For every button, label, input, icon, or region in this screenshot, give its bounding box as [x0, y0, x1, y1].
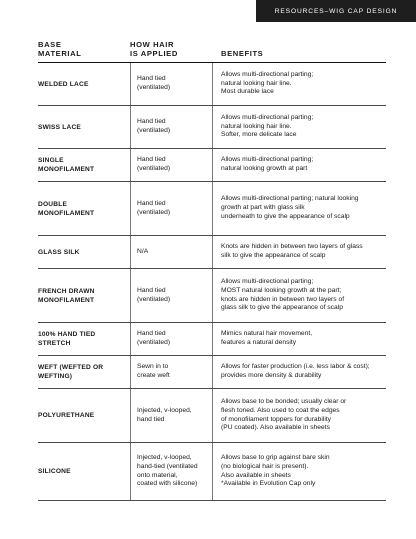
application-cell-line: coated with silicone): [137, 480, 198, 488]
table-header: [38, 40, 386, 63]
header-line: HOW HAIR: [130, 40, 175, 49]
base-material-cell: [38, 389, 130, 442]
benefits-cell-line: natural looking hair line.: [221, 122, 292, 130]
benefits-cell-line: Most durable lace: [221, 88, 274, 96]
base-material-cell-line: POLYURETHANE: [38, 412, 95, 419]
benefits-cell-line: provides more density & durability: [221, 372, 322, 379]
application-cell-line: (ventilated): [137, 127, 171, 134]
benefits-cell-line: Allows multi-directional parting;: [221, 70, 314, 78]
application-cell-line: Hand tied: [137, 118, 166, 126]
table-row: [38, 356, 386, 389]
application-cell-line: onto material,: [137, 471, 178, 479]
table-row: [38, 269, 386, 323]
benefits-cell: [221, 106, 386, 148]
base-material-cell: [38, 236, 130, 268]
benefits-cell: [221, 236, 386, 268]
application-cell-line: Hand tied: [137, 330, 166, 338]
section-banner: [256, 0, 416, 22]
benefits-cell-line: silk to give the appearance of scalp: [221, 252, 326, 259]
benefits-cell-line: Allows multi-directional parting;: [221, 113, 314, 121]
base-material-cell: [38, 182, 130, 235]
benefits-cell-line: natural looking hair line.: [221, 79, 292, 87]
benefits-cell-line: glass silk to give the appearance of scalp: [221, 304, 343, 312]
benefits-cell: [221, 269, 386, 322]
benefits-cell-line: Allows multi-directional parting;: [221, 156, 314, 164]
header-line: IS APPLIED: [130, 49, 178, 58]
application-cell-line: Sewn in to: [137, 363, 169, 371]
application-cell-line: Hand tied: [137, 156, 166, 164]
benefits-cell: [221, 389, 386, 442]
base-material-cell: [38, 63, 130, 105]
benefits-cell-line: MOST natural looking growth at the part;: [221, 286, 342, 294]
application-cell: [130, 389, 213, 442]
application-cell: [130, 269, 213, 322]
benefits-cell-line: Mimics natural hair movement,: [221, 330, 313, 338]
base-material-cell: [38, 443, 130, 500]
benefits-cell: [221, 63, 386, 105]
header-line: BASE: [38, 40, 62, 49]
benefits-cell: [221, 182, 386, 235]
table-row: [38, 63, 386, 106]
benefits-cell-line: growth at part with glass silk: [221, 204, 305, 212]
base-material-cell-line: DOUBLE: [38, 200, 68, 208]
base-material-cell-line: WEFT (WEFTED OR: [38, 364, 104, 371]
table-row: [38, 149, 386, 182]
application-cell-line: (ventilated): [137, 208, 171, 216]
application-cell-line: Hand tied: [137, 75, 166, 83]
benefits-cell-line: natural looking growth at part: [221, 165, 308, 172]
benefits-cell-line: knots are hidden in between two layers of: [221, 295, 345, 303]
application-cell-line: hand-tied (ventilated: [137, 462, 198, 470]
application-cell: [130, 149, 213, 181]
benefits-cell-line: Allows base to be bonded; usually clear or: [221, 397, 347, 405]
application-cell: [130, 443, 213, 500]
benefits-cell-line: Allows multi-directional parting; natural looking: [221, 195, 359, 203]
benefits-cell-line: (no biological hair is present).: [221, 462, 309, 470]
table-row: [38, 236, 386, 269]
application-cell: [130, 106, 213, 148]
benefits-cell-line: underneath to give the appearance of scalp: [221, 212, 350, 220]
benefits-cell-line: *Available in Evolution Cap only: [221, 480, 316, 488]
table-row: [38, 323, 386, 356]
benefits-cell-line: Allows multi-directional parting;: [221, 277, 314, 285]
base-material-cell: [38, 149, 130, 181]
benefits-cell: [221, 323, 386, 355]
base-material-cell-line: SWISS LACE: [38, 123, 82, 131]
benefits-cell-line: Knots are hidden in between two layers of glass: [221, 243, 363, 251]
application-cell: [130, 63, 213, 105]
application-cell-line: hand tied: [137, 415, 165, 423]
base-material-cell: [38, 323, 130, 355]
application-cell-line: (ventilated): [137, 339, 171, 346]
wig-cap-design-table: [38, 40, 386, 501]
table-row: [38, 106, 386, 149]
table-row: [38, 389, 386, 443]
benefits-cell: [221, 443, 386, 500]
header-base-material: [38, 40, 130, 62]
base-material-cell-line: FRENCH DRAWN: [38, 287, 95, 295]
benefits-cell-line: Allows for faster production (i.e. less labor & cost);: [221, 363, 370, 371]
base-material-cell: [38, 269, 130, 322]
base-material-cell: [38, 356, 130, 388]
base-material-cell-line: WEFTING): [38, 373, 73, 380]
header-benefits: [221, 40, 386, 62]
base-material-cell-line: SILICONE: [38, 468, 71, 475]
base-material-cell-line: STRETCH: [38, 340, 71, 347]
application-cell-line: create weft: [137, 372, 170, 379]
base-material-cell-line: GLASS SILK: [38, 248, 80, 256]
application-cell-line: Injected, v-looped,: [137, 406, 192, 414]
benefits-cell: [221, 149, 386, 181]
benefits-cell-line: Softer, more delicate lace: [221, 131, 297, 139]
base-material-cell-line: MONOFILAMENT: [38, 166, 95, 173]
header-how-hair-applied: [130, 40, 221, 62]
application-cell: [130, 236, 213, 268]
base-material-cell-line: SINGLE: [38, 157, 64, 164]
header-line: BENEFITS: [221, 49, 264, 58]
application-cell-line: N/A: [137, 247, 149, 255]
base-material-cell-line: MONOFILAMENT: [38, 296, 95, 304]
application-cell-line: Injected, v-looped,: [137, 453, 192, 461]
base-material-cell-line: 100% HAND TIED: [38, 331, 96, 338]
application-cell-line: (ventilated): [137, 295, 171, 303]
benefits-cell-line: Allows base to grip against bare skin: [221, 453, 330, 461]
application-cell-line: (ventilated): [137, 165, 171, 172]
base-material-cell-line: MONOFILAMENT: [38, 209, 95, 217]
base-material-cell: [38, 106, 130, 148]
benefits-cell: [221, 356, 386, 388]
header-line: MATERIAL: [38, 49, 82, 58]
application-cell: [130, 356, 213, 388]
table-row: [38, 443, 386, 501]
application-cell-line: Hand tied: [137, 199, 166, 207]
application-cell-line: (ventilated): [137, 84, 171, 91]
benefits-cell-line: Also available in sheets: [221, 471, 291, 479]
benefits-cell-line: (PU coated). Also available in sheets: [221, 424, 330, 432]
application-cell-line: Hand tied: [137, 286, 166, 294]
application-cell: [130, 323, 213, 355]
benefits-cell-line: features a natural density: [221, 339, 297, 346]
base-material-cell-line: WELDED LACE: [38, 80, 89, 88]
section-banner-label: RESOURCES–WIG CAP DESIGN: [274, 7, 398, 15]
benefits-cell-line: flesh toned. Also used to coat the edges: [221, 406, 340, 414]
benefits-cell-line: of monofilament toppers for durability: [221, 415, 332, 423]
table-body: [38, 63, 386, 501]
table-row: [38, 182, 386, 236]
application-cell: [130, 182, 213, 235]
